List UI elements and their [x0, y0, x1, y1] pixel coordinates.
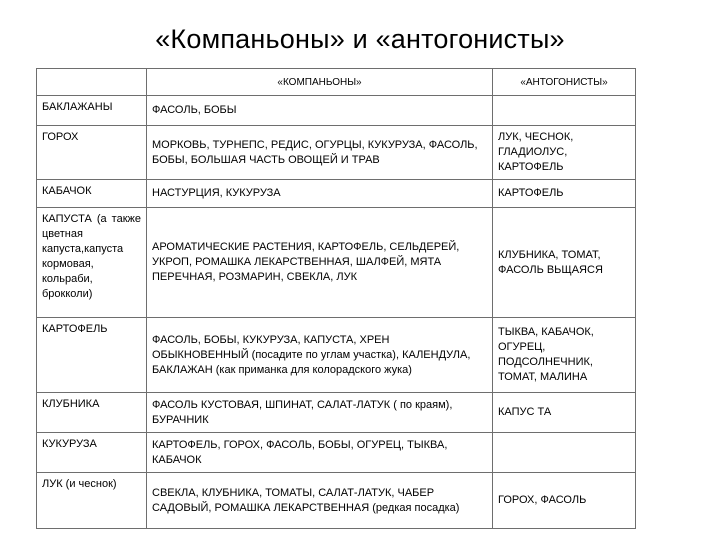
antagonists-cell: ТЫКВА, КАБАЧОК, ОГУРЕЦ, ПОДСОЛНЕЧНИК, ТОМАТ, МАЛИНА [493, 318, 636, 393]
plant-cell: КУКУРУЗА [37, 433, 147, 473]
header-companions: «КОМПАНЬОНЫ» [147, 69, 493, 96]
antagonists-cell [493, 433, 636, 473]
antagonists-cell: ЛУК, ЧЕСНОК, ГЛАДИОЛУС, КАРТОФЕЛЬ [493, 126, 636, 180]
companions-cell: НАСТУРЦИЯ, КУКУРУЗА [147, 180, 493, 208]
antagonists-cell [493, 96, 636, 126]
table-row [37, 180, 636, 208]
companions-cell: МОРКОВЬ, ТУРНЕПС, РЕДИС, ОГУРЦЫ, КУКУРУЗА, ФАСОЛЬ, БОБЫ, БОЛЬШАЯ ЧАСТЬ ОВОЩЕЙ И ТРАВ [147, 126, 493, 180]
table-row [37, 208, 636, 318]
table-row [37, 473, 636, 529]
plant-cell: КАРТОФЕЛЬ [37, 318, 147, 393]
companions-cell: ФАСОЛЬ, БОБЫ [147, 96, 493, 126]
table-row [37, 126, 636, 180]
antagonists-cell: КАПУС ТА [493, 393, 636, 433]
header-empty [37, 69, 147, 96]
table-row [37, 96, 636, 126]
page-title: «Компаньоны» и «антогонисты» [155, 24, 565, 54]
plant-cell: ЛУК (и чеснок) [37, 473, 147, 529]
companions-cell: АРОМАТИЧЕСКИЕ РАСТЕНИЯ, КАРТОФЕЛЬ, СЕЛЬДЕРЕЙ, УКРОП, РОМАШКА ЛЕКАРСТВЕННАЯ, ШАЛФЕЙ, МЯТА ПЕРЕЧНАЯ, РОЗМАРИН, СВЕКЛА, ЛУК [147, 208, 493, 318]
companions-cell: ФАСОЛЬ КУСТОВАЯ, ШПИНАТ, САЛАТ-ЛАТУК ( по краям), БУРАЧНИК [147, 393, 493, 433]
plant-cell: КАБАЧОК [37, 180, 147, 208]
plant-cell: ГОРОХ [37, 126, 147, 180]
table-row [37, 393, 636, 433]
companions-cell: СВЕКЛА, КЛУБНИКА, ТОМАТЫ, САЛАТ-ЛАТУК, ЧАБЕР САДОВЫЙ, РОМАШКА ЛЕКАРСТВЕННАЯ (редкая посадка) [147, 473, 493, 529]
antagonists-cell: КЛУБНИКА, ТОМАТ, ФАСОЛЬ ВЬЩАЯСЯ [493, 208, 636, 318]
plant-cell: КЛУБНИКА [37, 393, 147, 433]
table-row [37, 433, 636, 473]
antagonists-cell: ГОРОХ, ФАСОЛЬ [493, 473, 636, 529]
table-header-row [37, 69, 636, 96]
plant-cell: БАКЛАЖАНЫ [37, 96, 147, 126]
antagonists-cell: КАРТОФЕЛЬ [493, 180, 636, 208]
header-antagonists: «АНТОГОНИСТЫ» [493, 69, 636, 96]
companions-cell: ФАСОЛЬ, БОБЫ, КУКУРУЗА, КАПУСТА, ХРЕН ОБЫКНОВЕННЫЙ (посадите по углам участка), КАЛЕНДУЛА, БАКЛАЖАН (как приманка для колорадского жука) [147, 318, 493, 393]
table-row [37, 318, 636, 393]
companion-table [36, 68, 636, 529]
plant-cell: КАПУСТА (а также цветная капуста,капуста кормовая, кольраби, брокколи) [37, 208, 147, 318]
companions-cell: КАРТОФЕЛЬ, ГОРОХ, ФАСОЛЬ, БОБЫ, ОГУРЕЦ, ТЫКВА, КАБАЧОК [147, 433, 493, 473]
